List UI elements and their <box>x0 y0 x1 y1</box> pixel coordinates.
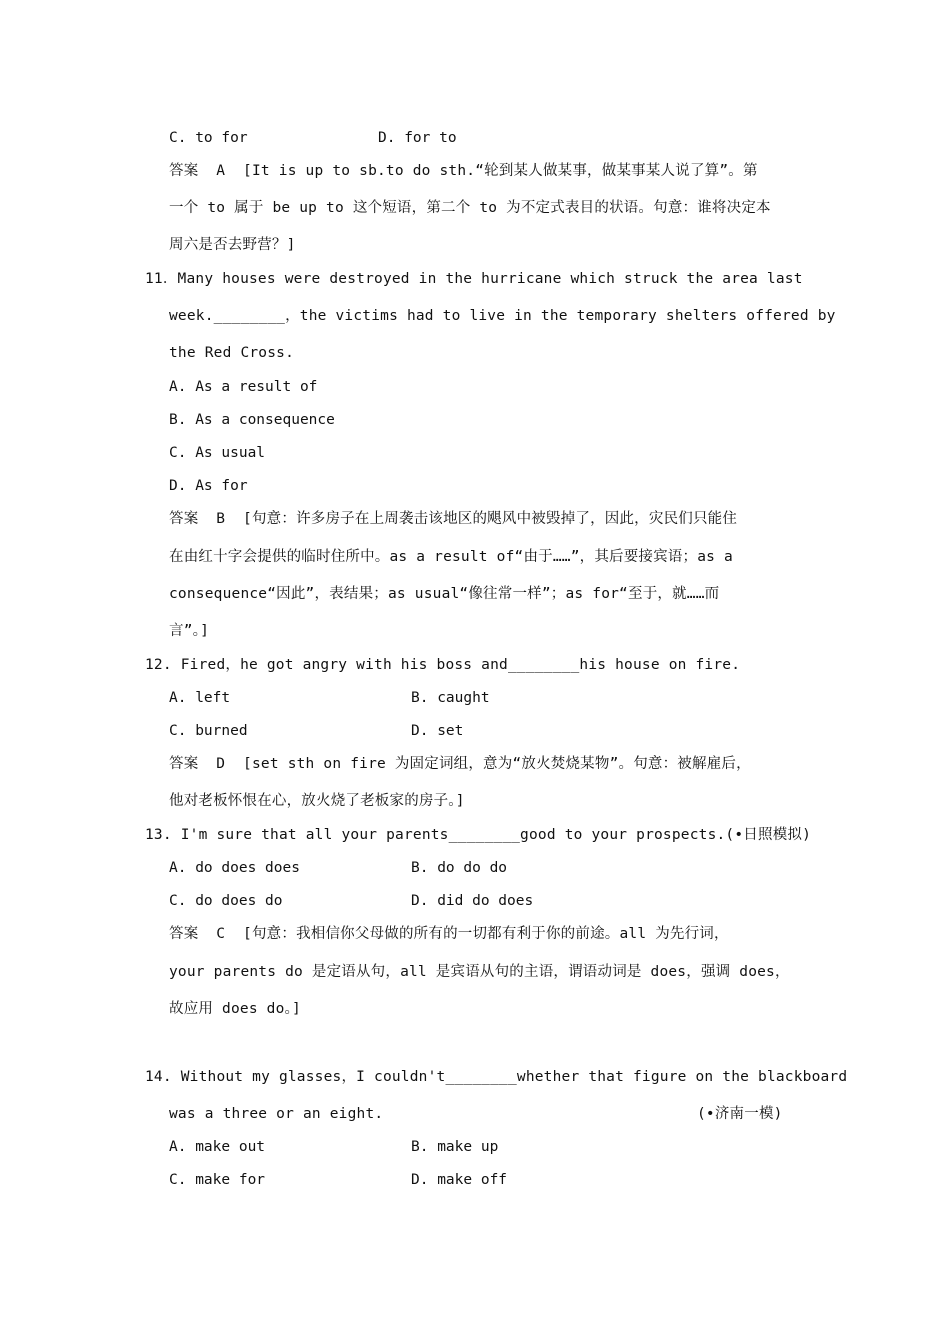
q11-answer-line-3: consequence“因此”，表结果；as usual“像往常一样”；as for“至于，就……而 <box>169 586 720 602</box>
q13-option-b: B. do do do <box>411 860 508 876</box>
q14-option-c: C. make for <box>169 1172 266 1188</box>
q12-stem: 12. Fired，he got angry with his boss and________his house on fire. <box>145 657 741 673</box>
q11-option-c: C. As usual <box>169 445 266 461</box>
q11-answer-line-4: 言”。] <box>169 623 210 639</box>
q11-option-d: D. As for <box>169 478 248 494</box>
q14-option-d: D. make off <box>411 1172 508 1188</box>
q13-stem: 13. I'm sure that all your parents________good to your prospects.(•日照模拟) <box>145 827 812 843</box>
q11-option-b: B. As a consequence <box>169 412 335 428</box>
q10-answer-line-2: 一个 to 属于 be up to 这个短语，第二个 to 为不定式表目的状语。句意：谁将决定本 <box>169 200 771 216</box>
q12-option-c: C. burned <box>169 723 248 739</box>
q12-option-d: D. set <box>411 723 464 739</box>
q11-stem-line-3: the Red Cross. <box>169 345 295 361</box>
q11-answer-line-2: 在由红十字会提供的临时住所中。as a result of“由于……”，其后要接宾语；as a <box>169 549 733 565</box>
q12-answer-line-1: 答案 D [set sth on fire 为固定词组，意为“放火焚烧某物”。句意：被解雇后， <box>169 756 751 772</box>
q13-answer-line-1: 答案 C [句意：我相信你父母做的所有的一切都有利于你的前途。all 为先行词， <box>169 926 729 942</box>
q14-option-b: B. make up <box>411 1139 499 1155</box>
q13-option-c: C. do does do <box>169 893 283 909</box>
q12-option-a: A. left <box>169 690 231 706</box>
q11-answer-line-1: 答案 B [句意：许多房子在上周袭击该地区的飓风中被毁掉了，因此，灾民们只能住 <box>169 511 738 527</box>
q14-stem-line-2: was a three or an eight. <box>169 1106 384 1122</box>
q13-option-a: A. do does does <box>169 860 300 876</box>
q10-option-c: C. to for <box>169 130 248 146</box>
q10-option-d: D. for to <box>378 130 457 146</box>
q13-answer-line-3: 故应用 does do。] <box>169 1001 301 1017</box>
q13-answer-line-2: your parents do 是定语从句，all 是宾语从句的主语，谓语动词是 does，强调 does， <box>169 964 790 980</box>
q11-stem-line-1: 11．Many houses were destroyed in the hurricane which struck the area last <box>145 271 803 287</box>
q14-source: (•济南一模) <box>697 1106 783 1122</box>
q10-answer-line-3: 周六是否去野营？] <box>169 237 296 253</box>
q13-option-d: D. did do does <box>411 893 534 909</box>
q12-answer-line-2: 他对老板怀恨在心，放火烧了老板家的房子。] <box>169 793 465 809</box>
q10-answer-line-1: 答案 A [It is up to sb.to do sth.“轮到某人做某事，做某事某人说了算”。第 <box>169 163 758 179</box>
q14-option-a: A. make out <box>169 1139 266 1155</box>
q12-option-b: B. caught <box>411 690 490 706</box>
q14-stem-line-1: 14. Without my glasses，I couldn't________whether that figure on the blackboard <box>145 1069 848 1085</box>
q11-option-a: A. As a result of <box>169 379 318 395</box>
q11-stem-line-2: week.________，the victims had to live in the temporary shelters offered by <box>169 308 836 324</box>
